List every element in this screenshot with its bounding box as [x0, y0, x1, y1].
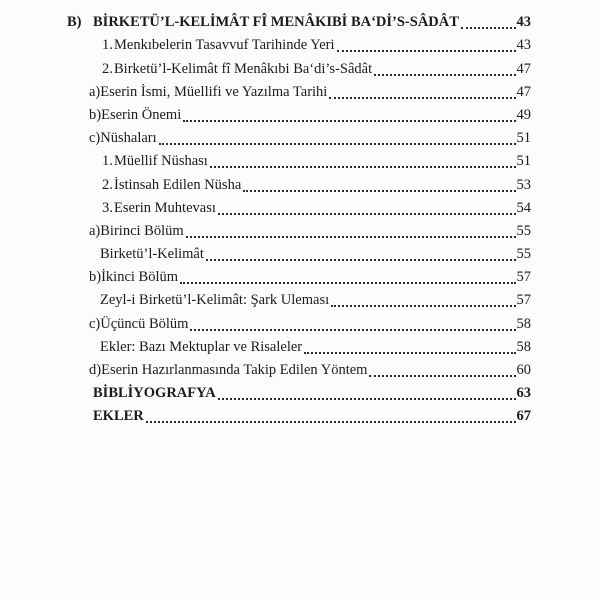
toc-entry-page: 55: [516, 246, 531, 263]
toc-entry-marker: c): [89, 315, 101, 332]
toc-entry-marker: 2.: [102, 60, 113, 77]
toc-entry-label: İstinsah Edilen Nüsha: [114, 176, 242, 193]
toc-entry-marker: d): [89, 362, 102, 378]
toc-entry-page: 47: [516, 83, 531, 100]
toc-entry-marker: 1.: [102, 153, 113, 170]
toc-entry-page: 55: [516, 222, 531, 239]
toc-entry-label: Üçüncü Bölüm: [100, 315, 189, 332]
toc-entry: [67, 196, 531, 219]
toc-entry-label: BİBLİYOGRAFYA: [93, 385, 216, 402]
toc-entry-page: 47: [516, 60, 531, 77]
toc-entry-page: 57: [516, 292, 531, 309]
toc-entry-marker: 1.: [102, 37, 113, 54]
toc-entry-label: Zeyl-i Birketü’l-Kelimât: Şark Uleması: [100, 292, 330, 309]
toc-entry-page: 63: [516, 385, 531, 402]
toc-entry: [67, 56, 531, 79]
toc-entry-page: 43: [516, 37, 531, 54]
toc-entry-page: 51: [516, 153, 531, 170]
toc-entry-label: Birketü’l-Kelimât: [100, 246, 204, 263]
toc-entry: [67, 103, 531, 126]
toc-entry-page: 43: [516, 14, 531, 31]
toc-entry-marker: c): [89, 130, 101, 147]
toc-entry: [67, 219, 531, 242]
toc-entry-marker: 3.: [102, 199, 113, 216]
toc-entry-label: Birketü’l-Kelimât fî Menâkıbi Ba‘di’s-Sâdât: [114, 60, 373, 77]
toc-entry-page: 53: [516, 176, 531, 193]
toc-entry: [67, 265, 531, 288]
toc-entry-page: 49: [516, 106, 531, 123]
toc-entry: [67, 288, 531, 311]
toc-entry-marker: b): [89, 106, 102, 123]
dot-leader-icon: [146, 421, 516, 423]
toc-entry: [67, 242, 531, 265]
toc-entry-label: Ekler: Bazı Mektuplar ve Risaleler: [100, 338, 303, 355]
dot-leader-icon: [218, 398, 516, 400]
toc-entry-label: EKLER: [93, 408, 144, 425]
toc-entry-marker: a): [89, 222, 101, 239]
toc-entry-label: Menkıbelerin Tasavvuf Tarihinde Yeri: [114, 37, 335, 54]
toc-entry-page: 58: [516, 338, 531, 355]
toc-entry-label: Birinci Bölüm: [100, 222, 184, 239]
toc-entry: [67, 358, 531, 381]
toc-entry: [67, 10, 531, 33]
dot-leader-icon: [159, 143, 516, 145]
dot-leader-icon: [337, 50, 516, 52]
dot-leader-icon: [243, 190, 515, 192]
toc-entry-page: 58: [516, 315, 531, 332]
toc-entry-label: Eserin Önemi: [101, 106, 182, 123]
dot-leader-icon: [331, 305, 515, 307]
toc-entry: [67, 311, 531, 334]
toc-entry-page: 60: [516, 362, 531, 378]
toc-entry-page: 54: [516, 199, 531, 216]
toc-entry: [67, 126, 531, 149]
toc-entry-page: 67: [516, 408, 531, 425]
toc-entry: [67, 33, 531, 56]
toc-entry-marker: 2.: [102, 176, 113, 193]
toc-entry: [67, 381, 531, 404]
toc-entry: [67, 149, 531, 172]
toc-entry: [67, 172, 531, 195]
toc-entry-marker: b): [89, 269, 102, 286]
dot-leader-icon: [218, 213, 516, 215]
toc-entry-page: 51: [516, 130, 531, 147]
toc-entry-marker: B): [67, 14, 82, 31]
dot-leader-icon: [190, 329, 515, 331]
toc-entry-label: Eserin Hazırlanmasında Takip Edilen Yöntem: [101, 362, 368, 378]
toc-entry-label: BİRKETÜ’L-KELİMÂT FÎ MENÂKIBİ BA‘Dİ’S-SÂDÂT: [93, 14, 459, 31]
dot-leader-icon: [206, 259, 516, 261]
dot-leader-icon: [329, 97, 515, 99]
toc-entry-page: 57: [516, 269, 531, 286]
toc-entry-label: Eserin Muhtevası: [114, 199, 216, 216]
toc-entry-label: İkinci Bölüm: [101, 269, 179, 286]
dot-leader-icon: [210, 166, 516, 168]
toc-entry-label: Eserin İsmi, Müellifi ve Yazılma Tarihi: [100, 83, 328, 100]
dot-leader-icon: [183, 120, 515, 122]
toc-entry: [67, 404, 531, 427]
toc-entry-marker: a): [89, 83, 101, 100]
dot-leader-icon: [369, 375, 515, 377]
dot-leader-icon: [186, 236, 516, 238]
dot-leader-icon: [461, 27, 516, 29]
dot-leader-icon: [304, 352, 515, 354]
toc-entry: [67, 80, 531, 103]
toc-entry: [67, 335, 531, 358]
toc-entry-label: Nüshaları: [100, 130, 157, 147]
dot-leader-icon: [374, 74, 515, 76]
dot-leader-icon: [180, 282, 515, 284]
table-of-contents: [67, 10, 531, 427]
toc-entry-label: Müellif Nüshası: [114, 153, 208, 170]
